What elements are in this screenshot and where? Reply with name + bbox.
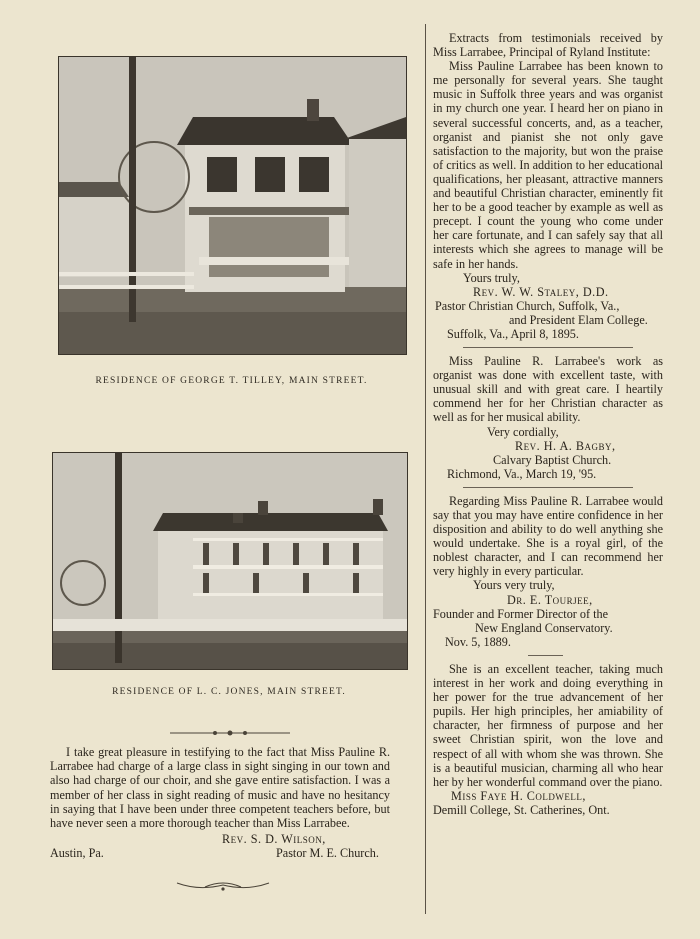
bagby-name: Rev. H. A. Bagby, [515,438,616,453]
tilley-residence-illustration [59,57,406,354]
bagby-closing: Very cordially, [487,424,559,439]
bagby-testimonial-body: Miss Pauline R. Larrabee's work as organist was done with excellent taste, with unusual skill and with great care. I heartily commend her for her Christian character as well as for her musical ability. [433,354,663,425]
tourjee-date: Nov. 5, 1889. [445,634,511,649]
flourish-ornament [175,877,271,893]
tilley-residence-photo [58,56,407,355]
left-testimonial-body: I take great pleasure in testifying to the fact that Miss Pauline R. Larrabee had charge of a large class in sight singing in our town and also had charge of our choir, and she gave entire satisfaction. I was a member of her class in sight reading of music and have no hesitancy in saying that I have been under three competent teachers before, but have never seen a more thorough teacher than Miss Larrabee. [50,745,390,831]
tilley-residence-caption: RESIDENCE OF GEORGE T. TILLEY, MAIN STREET. [95,376,368,386]
bagby-date: Richmond, Va., March 19, '95. [447,466,597,481]
staley-testimonial-body: Miss Pauline Larrabee has been known to me personally for several years. She taught music in Suffolk three years and was organist in my church one year. I heard her on piano in several successful concerts, and, as a teacher, organist and pianist she not only gave satisfaction to the majority, but won the praise of critics as well. In addition to her educational qualifications, her pleasant, attractive manners and beautiful Christian character, eminently fit her to be a good teacher by example as well as precept. I count the young who come under her care fortunate, and I can safely say that all interests which she agrees to manage will be safe in her hands. [433,59,663,271]
staley-date: Suffolk, Va., April 8, 1895. [447,326,579,341]
coldwell-testimonial-body: She is an excellent teacher, taking much interest in her work and doing everything in her power for the true advancement of her pupils. Her high principles, her amiability of character, her firmness of purpose and her sweet Christian spirit, won the love and respect of all with whom she was thrown. She is a beautiful musician, charming all who hear her by her wonderful command over the piano. [433,661,663,789]
section-separator [528,655,563,656]
column-divider [425,24,426,914]
right-column [433,31,663,817]
left-testimonial [50,745,390,861]
tourjee-name: Dr. E. Tourjee, [507,592,593,607]
jones-residence-caption: RESIDENCE OF L. C. JONES, MAIN STREET. [112,687,346,697]
left-signer-place: Austin, Pa. [50,846,104,861]
staley-closing: Yours truly, [463,270,520,285]
bagby-title: Calvary Baptist Church. [493,452,612,467]
staley-name: Rev. W. W. Staley, D.D. [473,284,609,299]
tourjee-title-line2: New England Conservatory. [475,620,613,635]
jones-residence-illustration [53,453,407,669]
tourjee-closing: Yours very truly, [473,578,555,593]
staley-title-line1: Pastor Christian Church, Suffolk, Va., [435,298,620,313]
ornament-divider [170,729,290,737]
testimonials-intro: Extracts from testimonials received by Miss Larrabee, Principal of Ryland Institute: [433,31,663,60]
left-signer-name: Rev. S. D. Wilson, [222,832,326,847]
section-separator [463,347,633,348]
tourjee-title-line1: Founder and Former Director of the [433,606,608,621]
jones-residence-photo [52,452,408,670]
left-signer-title: Pastor M. E. Church. [276,846,379,861]
staley-title-line2: and President Elam College. [509,312,648,327]
coldwell-name: Miss Faye H. Coldwell, [451,788,586,803]
coldwell-title: Demill College, St. Catherines, Ont. [433,802,610,817]
section-separator [463,487,633,488]
tourjee-testimonial-body: Regarding Miss Pauline R. Larrabee would say that you may have entire confidence in her disposition and ability to do well anything she would undertake. She is a royal girl, of the noblest character, and I can recommend her very highly in every particular. [433,493,663,579]
